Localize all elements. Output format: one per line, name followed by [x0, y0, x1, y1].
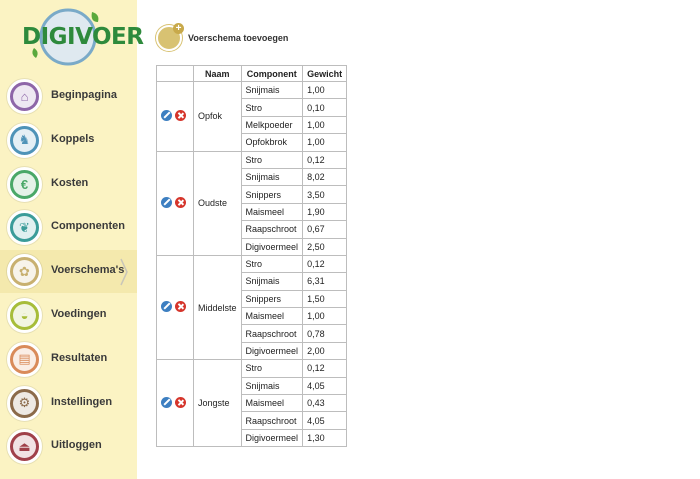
weight-cell: 0,12	[303, 360, 347, 377]
component-cell: Raapschroot	[241, 325, 303, 342]
settings-icon-glyph: ⚙	[13, 392, 36, 415]
table-row	[157, 360, 347, 377]
add-wheat-icon	[156, 25, 182, 51]
chevron-right-icon	[119, 257, 129, 287]
scheme-name: Middelste	[194, 255, 242, 359]
table-row	[157, 151, 347, 168]
delete-icon[interactable]	[175, 397, 186, 408]
nav-item-logout[interactable]	[0, 425, 137, 468]
weight-cell: 0,78	[303, 325, 347, 342]
delete-icon[interactable]	[175, 301, 186, 312]
component-cell: Stro	[241, 151, 303, 168]
add-scheme-label: Voerschema toevoegen	[188, 33, 289, 43]
home-icon	[7, 79, 42, 114]
weight-cell: 6,31	[303, 273, 347, 290]
component-cell: Snippers	[241, 290, 303, 307]
nav-item-corn[interactable]	[0, 206, 137, 249]
component-cell: Stro	[241, 255, 303, 272]
weight-cell: 4,05	[303, 412, 347, 429]
weight-cell: 3,50	[303, 186, 347, 203]
actions-header	[157, 66, 194, 82]
nav-item-label: Instellingen	[51, 395, 113, 408]
weight-cell: 0,43	[303, 395, 347, 412]
edit-icon[interactable]	[161, 197, 172, 208]
row-actions	[157, 82, 194, 152]
edit-icon[interactable]	[161, 397, 172, 408]
component-cell: Snijmais	[241, 82, 303, 99]
nav-item-herd[interactable]	[0, 119, 137, 162]
plus-icon: +	[173, 23, 184, 34]
nav-item-money-bag[interactable]	[0, 163, 137, 206]
nav-item-wheat[interactable]	[0, 250, 137, 293]
nav-item-label: Componenten	[51, 220, 125, 233]
money-bag-icon	[7, 167, 42, 202]
component-cell: Snippers	[241, 186, 303, 203]
table-row	[157, 255, 347, 272]
nav-item-feeding[interactable]	[0, 294, 137, 337]
component-cell: Digivoermeel	[241, 238, 303, 255]
corn-icon-glyph: ❦	[13, 216, 36, 239]
delete-icon[interactable]	[175, 110, 186, 121]
wheat-icon	[7, 254, 42, 289]
feeding-icon-glyph: ◒	[13, 304, 36, 327]
nav-item-label: Voedingen	[51, 308, 107, 320]
component-header: Component	[241, 66, 303, 82]
name-header: Naam	[194, 66, 242, 82]
weight-header: Gewicht	[303, 66, 347, 82]
component-cell: Opfokbrok	[241, 134, 303, 151]
component-cell: Raapschroot	[241, 412, 303, 429]
row-actions	[157, 255, 194, 359]
nav-item-label: Voerschema's	[51, 264, 125, 277]
component-cell: Snijmais	[241, 168, 303, 185]
component-cell: Maismeel	[241, 395, 303, 412]
nav-item-home[interactable]	[0, 75, 137, 118]
weight-cell: 8,02	[303, 168, 347, 185]
weight-cell: 0,10	[303, 99, 347, 116]
component-cell: Snijmais	[241, 273, 303, 290]
weight-cell: 0,12	[303, 151, 347, 168]
money-bag-icon-glyph: €	[13, 173, 36, 196]
scheme-name: Oudste	[194, 151, 242, 255]
feeding-icon	[7, 298, 42, 333]
component-cell: Digivoermeel	[241, 342, 303, 359]
component-cell: Maismeel	[241, 203, 303, 220]
edit-icon[interactable]	[161, 301, 172, 312]
herd-icon-glyph: ♞	[13, 129, 36, 152]
logout-icon	[7, 429, 42, 464]
feed-schemes-table	[156, 65, 347, 447]
weight-cell: 4,05	[303, 377, 347, 394]
weight-cell: 0,12	[303, 255, 347, 272]
component-cell: Stro	[241, 360, 303, 377]
weight-cell: 2,50	[303, 238, 347, 255]
nav-item-label: Kosten	[51, 176, 89, 189]
herd-icon	[7, 123, 42, 158]
table-row	[157, 82, 347, 99]
table-header-row	[157, 66, 347, 82]
delete-icon[interactable]	[175, 197, 186, 208]
weight-cell: 1,00	[303, 82, 347, 99]
weight-cell: 1,00	[303, 116, 347, 133]
nav-item-label: Koppels	[51, 132, 95, 145]
logo-text: DIGIVOER	[22, 24, 144, 50]
sidebar	[0, 0, 144, 479]
results-icon-glyph: ▤	[13, 348, 36, 371]
weight-cell: 0,67	[303, 221, 347, 238]
component-cell: Snijmais	[241, 377, 303, 394]
component-cell: Maismeel	[241, 308, 303, 325]
scheme-name: Jongste	[194, 360, 242, 447]
weight-cell: 1,00	[303, 134, 347, 151]
weight-cell: 1,90	[303, 203, 347, 220]
scheme-name: Opfok	[194, 82, 242, 152]
row-actions	[157, 151, 194, 255]
logout-icon-glyph: ⏏	[13, 435, 36, 458]
weight-cell: 1,50	[303, 290, 347, 307]
weight-cell: 1,00	[303, 308, 347, 325]
nav-item-label: Uitloggen	[51, 439, 102, 452]
digivoer-logo[interactable]	[22, 6, 144, 66]
add-scheme-button[interactable]	[156, 25, 288, 51]
nav-item-settings[interactable]	[0, 382, 137, 425]
component-cell: Melkpoeder	[241, 116, 303, 133]
results-icon	[7, 342, 42, 377]
nav-item-label: Beginpagina	[51, 89, 118, 101]
nav-item-label: Resultaten	[51, 351, 108, 364]
nav-item-results[interactable]	[0, 338, 137, 381]
settings-icon	[7, 386, 42, 421]
home-icon-glyph: ⌂	[13, 85, 36, 108]
row-actions	[157, 360, 194, 447]
edit-icon[interactable]	[161, 110, 172, 121]
corn-icon	[7, 210, 42, 245]
component-cell: Digivoermeel	[241, 429, 303, 446]
component-cell: Stro	[241, 99, 303, 116]
weight-cell: 1,30	[303, 429, 347, 446]
wheat-icon-glyph: ✿	[13, 260, 36, 283]
component-cell: Raapschroot	[241, 221, 303, 238]
weight-cell: 2,00	[303, 342, 347, 359]
